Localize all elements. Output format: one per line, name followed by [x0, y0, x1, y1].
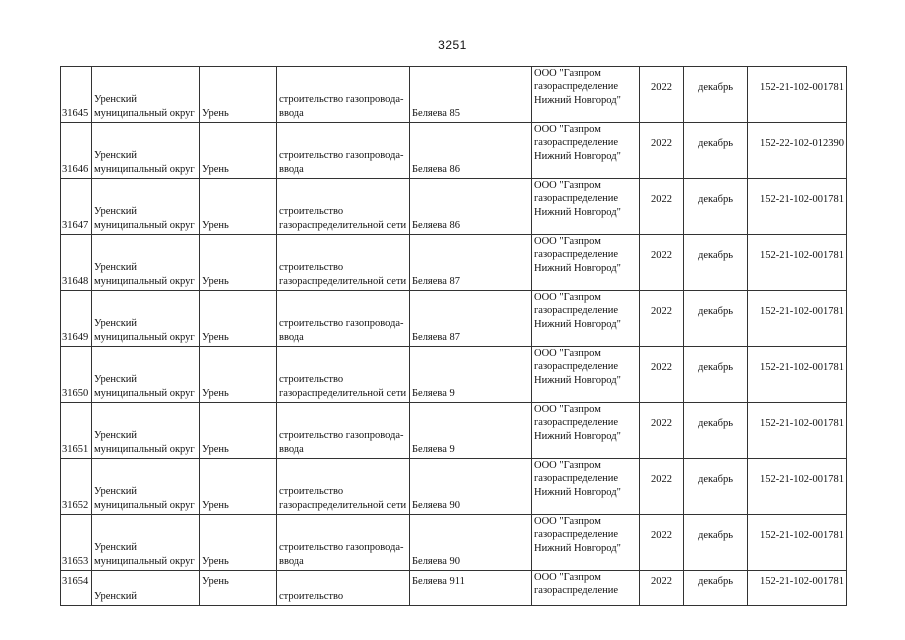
work-line: строительство газопровода- — [279, 318, 404, 330]
work-type-cell — [277, 291, 410, 347]
org-line: Нижний Новгород" — [534, 262, 621, 274]
address-cell — [410, 291, 532, 347]
month-cell — [684, 123, 748, 179]
row-number: 31653 — [62, 555, 89, 567]
table-row — [61, 179, 847, 235]
work-type-cell — [277, 403, 410, 459]
work-line: ввода — [279, 443, 304, 455]
year-cell — [640, 235, 684, 291]
org-line: газораспределение — [534, 81, 619, 93]
org-line: ООО "Газпром — [534, 516, 601, 527]
work-type-cell — [277, 459, 410, 515]
address-cell — [410, 403, 532, 459]
year-cell — [640, 459, 684, 515]
address: Беляева 86 — [412, 219, 461, 231]
district-line: Уренский — [94, 542, 138, 554]
year: 2022 — [651, 306, 672, 317]
year: 2022 — [651, 194, 672, 205]
year: 2022 — [651, 530, 672, 541]
address: Беляева 90 — [412, 499, 461, 511]
district-cell — [92, 459, 200, 515]
month-cell — [684, 235, 748, 291]
work-line: газораспределительной сети — [279, 387, 407, 399]
code: 152-21-102-001781 — [760, 362, 844, 373]
work-line: строительство газопровода- — [279, 430, 404, 442]
year: 2022 — [651, 474, 672, 485]
code-cell — [748, 347, 847, 403]
address: Беляева 87 — [412, 275, 461, 287]
settlement: Урень — [202, 107, 229, 119]
organization-cell — [532, 291, 640, 347]
address: Беляева 911 — [412, 576, 465, 587]
district-cell — [92, 67, 200, 123]
month: декабрь — [698, 530, 733, 541]
month-cell — [684, 459, 748, 515]
row-number: 31649 — [62, 331, 89, 343]
settlement: Урень — [202, 275, 229, 287]
work-line: газораспределительной сети — [279, 499, 407, 511]
table-row — [61, 67, 847, 123]
year: 2022 — [651, 362, 672, 373]
row-number-cell — [61, 235, 92, 291]
work-line: ввода — [279, 107, 304, 119]
district-line: Уренский — [94, 150, 138, 162]
work-type-cell — [277, 235, 410, 291]
code-cell — [748, 235, 847, 291]
year-cell — [640, 67, 684, 123]
year-cell — [640, 347, 684, 403]
district-line: муниципальный округ — [94, 443, 195, 455]
row-number: 31651 — [62, 443, 89, 455]
organization-cell — [532, 347, 640, 403]
district-cell — [92, 291, 200, 347]
address-cell — [410, 347, 532, 403]
settlement-cell — [200, 179, 277, 235]
code: 152-21-102-001781 — [760, 530, 844, 541]
row-number-cell — [61, 515, 92, 571]
org-line: газораспределение — [534, 473, 619, 485]
organization-cell — [532, 67, 640, 123]
district-cell — [92, 347, 200, 403]
settlement: Урень — [202, 555, 229, 567]
year: 2022 — [651, 418, 672, 429]
code-cell — [748, 571, 847, 606]
settlement: Урень — [202, 576, 229, 587]
district-line: Уренский — [94, 590, 138, 602]
organization-cell — [532, 235, 640, 291]
settlement-cell — [200, 235, 277, 291]
organization-cell — [532, 179, 640, 235]
organization-cell — [532, 459, 640, 515]
district-line: муниципальный округ — [94, 275, 195, 287]
row-number-cell — [61, 123, 92, 179]
work-line: ввода — [279, 331, 304, 343]
address: Беляева 90 — [412, 555, 461, 567]
row-number-cell — [61, 403, 92, 459]
work-line: газораспределительной сети — [279, 219, 407, 231]
work-type-cell — [277, 123, 410, 179]
settlement-cell — [200, 67, 277, 123]
org-line: ООО "Газпром — [534, 180, 601, 191]
org-line: ООО "Газпром — [534, 236, 601, 247]
code-cell — [748, 179, 847, 235]
registry-table — [60, 66, 847, 606]
org-line: Нижний Новгород" — [534, 374, 621, 386]
row-number: 31647 — [62, 219, 89, 231]
district-line: муниципальный округ — [94, 331, 195, 343]
org-line: ООО "Газпром — [534, 292, 601, 303]
work-line: строительство — [279, 590, 344, 602]
code: 152-21-102-001781 — [760, 474, 844, 485]
org-line: ООО "Газпром — [534, 68, 601, 79]
district-cell — [92, 179, 200, 235]
code: 152-21-102-001781 — [760, 250, 844, 261]
table-row — [61, 515, 847, 571]
year: 2022 — [651, 138, 672, 149]
org-line: газораспределение — [534, 249, 619, 261]
work-line: ввода — [279, 163, 304, 175]
code-cell — [748, 515, 847, 571]
settlement-cell — [200, 515, 277, 571]
district-line: Уренский — [94, 430, 138, 442]
settlement-cell — [200, 291, 277, 347]
organization-cell — [532, 123, 640, 179]
month: декабрь — [698, 474, 733, 485]
table-row — [61, 291, 847, 347]
month: декабрь — [698, 82, 733, 93]
district-line: муниципальный округ — [94, 499, 195, 511]
settlement-cell — [200, 459, 277, 515]
organization-cell — [532, 571, 640, 606]
district-line: муниципальный округ — [94, 107, 195, 119]
address-cell — [410, 515, 532, 571]
table-row — [61, 403, 847, 459]
row-number-cell — [61, 67, 92, 123]
address: Беляева 86 — [412, 163, 461, 175]
month-cell — [684, 515, 748, 571]
address: Беляева 87 — [412, 331, 461, 343]
month-cell — [684, 67, 748, 123]
organization-cell — [532, 515, 640, 571]
org-line: газораспределение — [534, 529, 619, 541]
org-line: Нижний Новгород" — [534, 318, 621, 330]
month: декабрь — [698, 250, 733, 261]
code-cell — [748, 123, 847, 179]
district-cell — [92, 571, 200, 606]
district-line: Уренский — [94, 262, 138, 274]
district-cell — [92, 123, 200, 179]
address: Беляева 85 — [412, 107, 461, 119]
code: 152-21-102-001781 — [760, 82, 844, 93]
org-line: Нижний Новгород" — [534, 486, 621, 498]
month: декабрь — [698, 194, 733, 205]
month-cell — [684, 403, 748, 459]
row-number-cell — [61, 291, 92, 347]
address: Беляева 9 — [412, 443, 455, 455]
month: декабрь — [698, 362, 733, 373]
work-type-cell — [277, 67, 410, 123]
year-cell — [640, 571, 684, 606]
row-number-cell — [61, 571, 92, 606]
year: 2022 — [651, 82, 672, 93]
work-line: строительство — [279, 374, 344, 386]
org-line: ООО "Газпром — [534, 348, 601, 359]
work-line: газораспределительной сети — [279, 275, 407, 287]
month-cell — [684, 291, 748, 347]
address-cell — [410, 571, 532, 606]
work-line: строительство — [279, 262, 344, 274]
settlement: Урень — [202, 499, 229, 511]
settlement: Урень — [202, 163, 229, 175]
settlement-cell — [200, 571, 277, 606]
org-line: Нижний Новгород" — [534, 542, 621, 554]
org-line: Нижний Новгород" — [534, 206, 621, 218]
district-line: муниципальный округ — [94, 387, 195, 399]
district-line: Уренский — [94, 318, 138, 330]
org-line: газораспределение — [534, 361, 619, 373]
org-line: Нижний Новгород" — [534, 150, 621, 162]
work-line: ввода — [279, 555, 304, 567]
row-number: 31652 — [62, 499, 89, 511]
district-cell — [92, 403, 200, 459]
year: 2022 — [651, 576, 672, 587]
work-type-cell — [277, 571, 410, 606]
work-line: строительство газопровода- — [279, 150, 404, 162]
org-line: Нижний Новгород" — [534, 94, 621, 106]
code-cell — [748, 67, 847, 123]
settlement: Урень — [202, 443, 229, 455]
address: Беляева 9 — [412, 387, 455, 399]
year-cell — [640, 403, 684, 459]
settlement: Урень — [202, 387, 229, 399]
settlement: Урень — [202, 331, 229, 343]
month-cell — [684, 571, 748, 606]
district-cell — [92, 515, 200, 571]
settlement-cell — [200, 403, 277, 459]
work-line: строительство — [279, 486, 344, 498]
district-line: муниципальный округ — [94, 163, 195, 175]
org-line: ООО "Газпром — [534, 460, 601, 471]
settlement: Урень — [202, 219, 229, 231]
district-line: муниципальный округ — [94, 555, 195, 567]
district-line: Уренский — [94, 486, 138, 498]
org-line: ООО "Газпром — [534, 404, 601, 415]
address-cell — [410, 67, 532, 123]
settlement-cell — [200, 123, 277, 179]
row-number-cell — [61, 179, 92, 235]
month: декабрь — [698, 306, 733, 317]
row-number: 31648 — [62, 275, 89, 287]
district-line: Уренский — [94, 374, 138, 386]
code: 152-21-102-001781 — [760, 418, 844, 429]
address-cell — [410, 459, 532, 515]
district-line: Уренский — [94, 94, 138, 106]
table-row — [61, 235, 847, 291]
address-cell — [410, 123, 532, 179]
month-cell — [684, 347, 748, 403]
code: 152-21-102-001781 — [760, 576, 844, 587]
code-cell — [748, 459, 847, 515]
row-number-cell — [61, 347, 92, 403]
year: 2022 — [651, 250, 672, 261]
row-number: 31645 — [62, 107, 89, 119]
row-number-cell — [61, 459, 92, 515]
org-line: газораспределение — [534, 305, 619, 317]
row-number: 31650 — [62, 387, 89, 399]
code: 152-21-102-001781 — [760, 306, 844, 317]
work-line: строительство газопровода- — [279, 94, 404, 106]
code-cell — [748, 291, 847, 347]
page-number: 3251 — [438, 38, 467, 52]
code: 152-21-102-001781 — [760, 194, 844, 205]
org-line: газораспределение — [534, 585, 619, 597]
address-cell — [410, 235, 532, 291]
org-line: ООО "Газпром — [534, 124, 601, 135]
work-line: строительство — [279, 206, 344, 218]
org-line: газораспределение — [534, 137, 619, 149]
org-line: ООО "Газпром — [534, 572, 601, 583]
work-type-cell — [277, 515, 410, 571]
month-cell — [684, 179, 748, 235]
table-row — [61, 571, 847, 606]
month: декабрь — [698, 576, 733, 587]
district-line: муниципальный округ — [94, 219, 195, 231]
month: декабрь — [698, 138, 733, 149]
district-cell — [92, 235, 200, 291]
work-type-cell — [277, 179, 410, 235]
org-line: газораспределение — [534, 193, 619, 205]
year-cell — [640, 291, 684, 347]
row-number: 31646 — [62, 163, 89, 175]
org-line: Нижний Новгород" — [534, 430, 621, 442]
district-line: Уренский — [94, 206, 138, 218]
settlement-cell — [200, 347, 277, 403]
org-line: газораспределение — [534, 417, 619, 429]
month: декабрь — [698, 418, 733, 429]
work-type-cell — [277, 347, 410, 403]
work-line: строительство газопровода- — [279, 542, 404, 554]
table-row — [61, 459, 847, 515]
year-cell — [640, 123, 684, 179]
code-cell — [748, 403, 847, 459]
year-cell — [640, 179, 684, 235]
row-number: 31654 — [62, 576, 89, 587]
table-row — [61, 347, 847, 403]
year-cell — [640, 515, 684, 571]
table-row — [61, 123, 847, 179]
address-cell — [410, 179, 532, 235]
organization-cell — [532, 403, 640, 459]
code: 152-22-102-012390 — [760, 138, 844, 149]
